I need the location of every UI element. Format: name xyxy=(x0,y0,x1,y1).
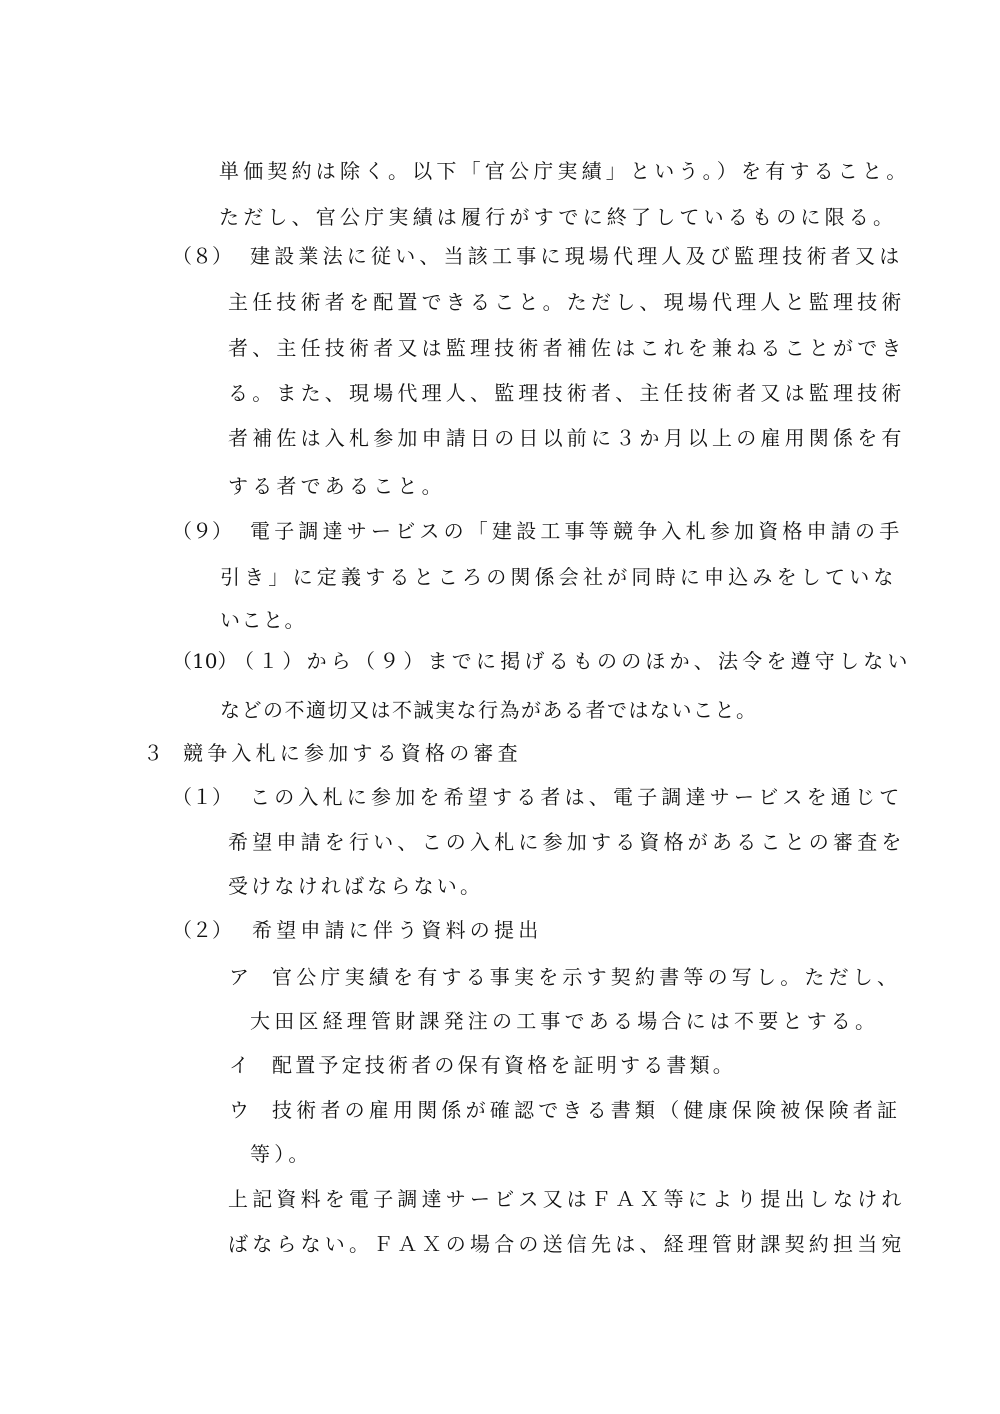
text-line: 官公庁実績を有する事実を示す契約書等の写し。ただし、 xyxy=(272,965,902,989)
text-line: 受けなければならない。 xyxy=(228,874,484,898)
text-line: 希望申請を行い、この入札に参加する資格があることの審査を xyxy=(228,830,906,854)
text-line: 等）。 xyxy=(250,1142,313,1166)
text-line: （１）から（９）までに掲げるもののほか、法令を遵守しない xyxy=(234,649,912,673)
text-line: 建設業法に従い、当該工事に現場代理人及び監理技術者又は xyxy=(250,244,904,268)
text-line: 単価契約は除く。以下「官公庁実績」という。）を有すること。 xyxy=(219,159,911,183)
item-number: （９） xyxy=(172,519,232,543)
text-line: 技術者の雇用関係が確認できる書類（健康保険被保険者証 xyxy=(272,1098,902,1122)
text-line: 者補佐は入札参加申請日の日以前に３か月以上の雇用関係を有 xyxy=(228,426,906,450)
text-line: 主任技術者を配置できること。ただし、現場代理人と監理技術 xyxy=(228,290,906,314)
text-line: この入札に参加を希望する者は、電子調達サービスを通じて xyxy=(250,785,904,809)
sub-item-marker: イ xyxy=(229,1053,249,1077)
text-line: 者、主任技術者又は監理技術者補佐はこれを兼ねることができ xyxy=(228,336,906,360)
text-line: 大田区経理管財課発注の工事である場合には不要とする。 xyxy=(250,1009,880,1033)
item-number: （10） xyxy=(172,649,238,673)
text-line: 引き」に定義するところの関係会社が同時に申込みをしていな xyxy=(220,565,898,589)
text-line: る。また、現場代理人、監理技術者、主任技術者又は監理技術 xyxy=(228,381,906,405)
section-heading: 競争入札に参加する資格の審査 xyxy=(183,741,522,765)
text-line: する者であること。 xyxy=(228,474,446,498)
item-number: （２） xyxy=(172,918,232,942)
sub-item-marker: ア xyxy=(229,965,249,989)
text-line: ただし、官公庁実績は履行がすでに終了しているものに限る。 xyxy=(219,205,898,229)
text-line: などの不適切又は不誠実な行為がある者ではないこと。 xyxy=(220,698,758,722)
text-line: 上記資料を電子調達サービス又はＦＡＸ等により提出しなけれ xyxy=(228,1187,906,1211)
text-line: 電子調達サービスの「建設工事等競争入札参加資格申請の手 xyxy=(250,519,904,543)
section-number: ３ xyxy=(143,741,163,765)
sub-item-marker: ウ xyxy=(229,1098,249,1122)
item-number: （１） xyxy=(172,785,232,809)
text-line: いこと。 xyxy=(220,608,306,632)
text-line: ばならない。ＦＡＸの場合の送信先は、経理管財課契約担当宛 xyxy=(228,1232,906,1256)
text-line: 希望申請に伴う資料の提出 xyxy=(252,918,543,942)
item-number: （８） xyxy=(172,244,232,268)
text-line: 配置予定技術者の保有資格を証明する書類。 xyxy=(272,1053,736,1077)
